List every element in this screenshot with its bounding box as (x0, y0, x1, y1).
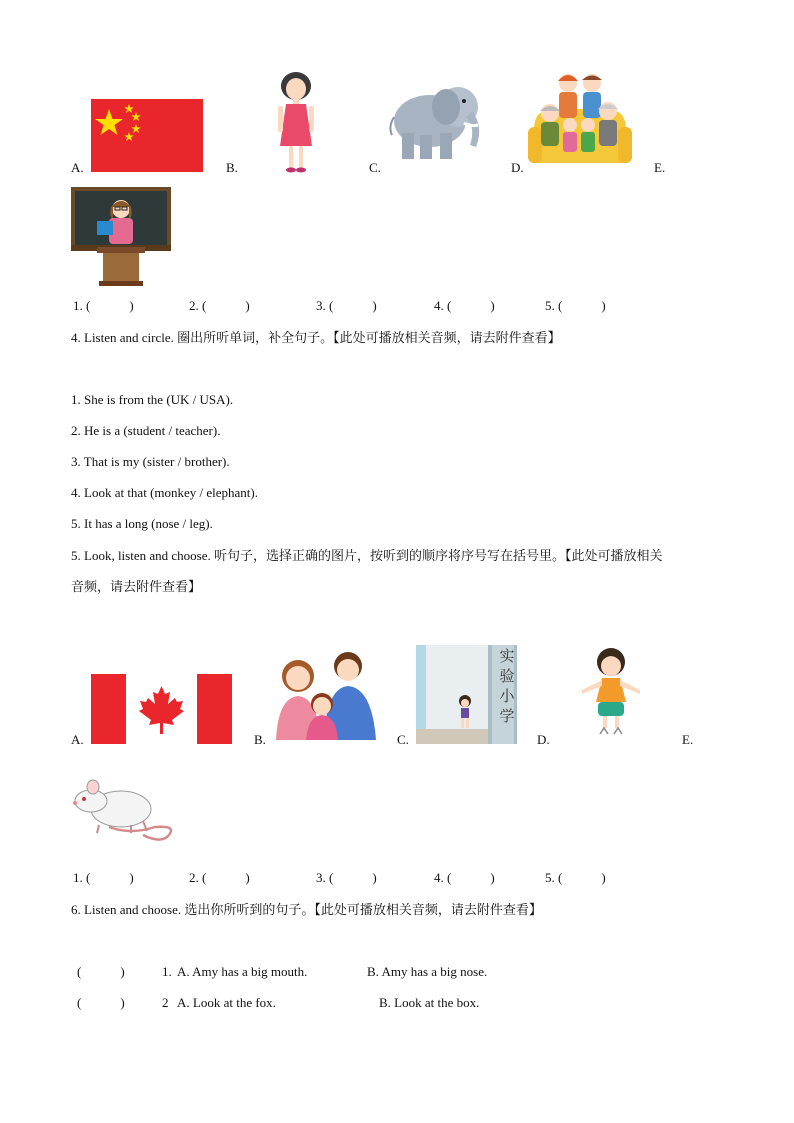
family-picture (528, 69, 632, 171)
section-4-item-5: 5. It has a long (nose / leg). (71, 516, 213, 531)
rat-picture (71, 773, 179, 843)
answer-blank-5[interactable]: 5. ( ) (545, 298, 606, 313)
girl-picture (272, 70, 320, 174)
question-1-option-b: B. Amy has a big nose. (367, 964, 488, 979)
family-three-picture (272, 646, 378, 740)
school-sign-char-2: 验 (499, 667, 515, 685)
answer-blank-3[interactable]: 3. ( ) (316, 870, 377, 885)
section-4-item-2: 2. He is a (student / teacher). (71, 423, 221, 438)
question-2-number: 2 (162, 995, 169, 1010)
question-2-option-b: B. Look at the box. (379, 995, 480, 1010)
answer-blank-1[interactable]: 1. ( ) (73, 298, 134, 313)
elephant-picture (386, 77, 492, 161)
section-4-item-1: 1. She is from the (UK / USA). (71, 392, 234, 407)
option-label-b: B. (254, 732, 266, 747)
option-label-b: B. (226, 160, 238, 175)
canada-flag-picture (91, 674, 232, 744)
option-label-e: E. (654, 160, 666, 175)
option-label-e: E. (682, 732, 694, 747)
teacher-picture (71, 187, 171, 287)
option-label-a: A. (71, 160, 84, 175)
section-5-heading-line-2: 音频，请去附件查看】 (71, 579, 202, 594)
section-4-item-4: 4. Look at that (monkey / elephant). (71, 485, 259, 500)
answer-blank-5[interactable]: 5. ( ) (545, 870, 606, 885)
section-6-heading: 6. Listen and choose. 选出你所听到的句子。【此处可播放相关音频，请去附件查看】 (71, 902, 542, 917)
question-2-answer-bracket[interactable]: ( ) (77, 995, 125, 1010)
school-sign-char-1: 实 (499, 647, 515, 665)
school-sign (496, 646, 518, 726)
answer-blank-4[interactable]: 4. ( ) (434, 870, 495, 885)
school-sign-char-3: 小 (499, 687, 515, 705)
question-1-option-a: A. Amy has a big mouth. (177, 964, 308, 979)
section-5-heading-line-1: 5. Look, listen and choose. 听句子，选择正确的图片，按听到的顺序将序号写在括号里。【此处可播放相关 (71, 548, 663, 563)
answer-blank-2[interactable]: 2. ( ) (189, 870, 250, 885)
answer-blank-4[interactable]: 4. ( ) (434, 298, 495, 313)
answer-blank-2[interactable]: 2. ( ) (189, 298, 250, 313)
option-label-d: D. (537, 732, 550, 747)
question-1-answer-bracket[interactable]: ( ) (77, 964, 125, 979)
question-1-number: 1. (162, 964, 172, 979)
china-flag-picture (91, 99, 203, 172)
option-label-a: A. (71, 732, 84, 747)
option-label-c: C. (369, 160, 381, 175)
option-label-d: D. (511, 160, 524, 175)
question-2-option-a: A. Look at the fox. (177, 995, 276, 1010)
jumping-girl-picture (578, 646, 644, 744)
school-sign-char-4: 学 (499, 707, 515, 725)
section-4-heading: 4. Listen and circle. 圈出所听单词，补全句子。【此处可播放相关音频，请去附件查看】 (71, 330, 561, 345)
section-4-item-3: 3. That is my (sister / brother). (71, 454, 230, 469)
answer-blank-1[interactable]: 1. ( ) (73, 870, 134, 885)
option-label-c: C. (397, 732, 409, 747)
answer-blank-3[interactable]: 3. ( ) (316, 298, 377, 313)
